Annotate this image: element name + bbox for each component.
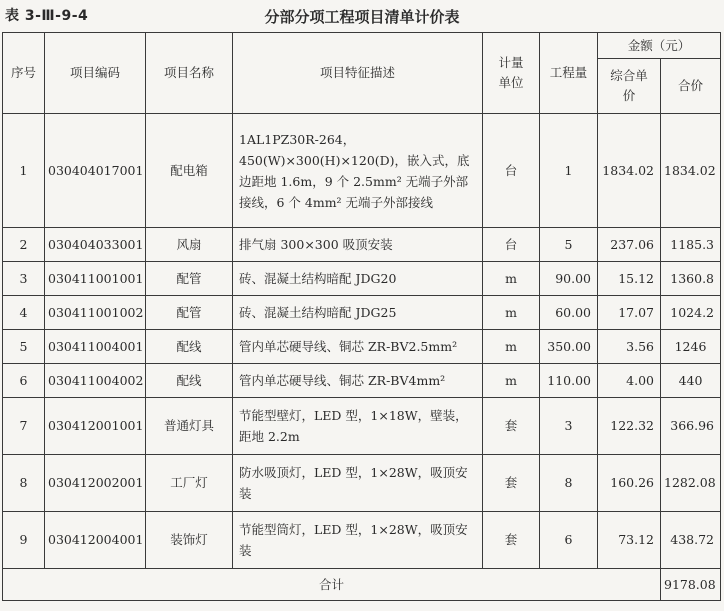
table-row (3, 455, 721, 512)
cell-total: 1360.8 (661, 262, 721, 296)
cell-seq: 2 (3, 228, 45, 262)
cell-unit: m (483, 364, 540, 398)
cell-unit-price: 73.12 (598, 512, 661, 569)
cell-unit-price: 122.32 (598, 398, 661, 455)
cell-unit: 套 (483, 512, 540, 569)
cell-name: 工厂灯 (146, 455, 233, 512)
total-amount: 9178.08 (661, 569, 721, 601)
cell-code: 030412002001 (45, 455, 146, 512)
cell-seq: 1 (3, 114, 45, 228)
cell-qty: 1 (540, 114, 598, 228)
cell-seq: 9 (3, 512, 45, 569)
cell-name: 普通灯具 (146, 398, 233, 455)
cell-desc: 防水吸顶灯，LED 型，1×28W，吸顶安装 (233, 455, 483, 512)
table-row (3, 364, 721, 398)
cell-unit-price: 237.06 (598, 228, 661, 262)
cell-total: 1185.3 (661, 228, 721, 262)
cell-unit: 套 (483, 398, 540, 455)
total-label: 合计 (3, 569, 661, 601)
col-header-code: 项目编码 (45, 33, 146, 114)
col-header-unit: 计量单位 (483, 33, 540, 114)
cell-unit-price: 17.07 (598, 296, 661, 330)
cell-total: 1024.2 (661, 296, 721, 330)
cell-unit-price: 1834.02 (598, 114, 661, 228)
table-row (3, 512, 721, 569)
table-row (3, 398, 721, 455)
cell-code: 030412001001 (45, 398, 146, 455)
cell-code: 030404017001 (45, 114, 146, 228)
col-header-amount: 金额（元） (598, 33, 721, 59)
cell-total: 440 (661, 364, 721, 398)
cell-qty: 90.00 (540, 262, 598, 296)
cell-name: 风扇 (146, 228, 233, 262)
cell-qty: 5 (540, 228, 598, 262)
col-header-unit-price: 综合单价 (598, 59, 661, 114)
col-header-desc: 项目特征描述 (233, 33, 483, 114)
table-row (3, 114, 721, 228)
cell-seq: 7 (3, 398, 45, 455)
table-title: 分部分项工程项目清单计价表 (264, 8, 460, 26)
table-header (0, 0, 724, 30)
cell-name: 配管 (146, 296, 233, 330)
cell-name: 配电箱 (146, 114, 233, 228)
cell-desc: 砖、混凝土结构暗配 JDG20 (233, 262, 483, 296)
cell-name: 配管 (146, 262, 233, 296)
cell-qty: 3 (540, 398, 598, 455)
table-row (3, 296, 721, 330)
cell-desc: 管内单芯硬导线、铜芯 ZR-BV2.5mm² (233, 330, 483, 364)
cell-unit-price: 3.56 (598, 330, 661, 364)
cell-unit: m (483, 330, 540, 364)
cell-code: 030411001002 (45, 296, 146, 330)
cell-total: 1834.02 (661, 114, 721, 228)
cell-desc: 管内单芯硬导线、铜芯 ZR-BV4mm² (233, 364, 483, 398)
cell-code: 030411004002 (45, 364, 146, 398)
cell-unit: 台 (483, 228, 540, 262)
cell-code: 030412004001 (45, 512, 146, 569)
table-number: 表 3-Ⅲ-9-4 (5, 8, 89, 24)
cell-seq: 8 (3, 455, 45, 512)
col-header-total: 合价 (661, 59, 721, 114)
cell-unit-price: 4.00 (598, 364, 661, 398)
cell-qty: 350.00 (540, 330, 598, 364)
cell-name: 装饰灯 (146, 512, 233, 569)
col-header-qty: 工程量 (540, 33, 598, 114)
cell-qty: 8 (540, 455, 598, 512)
cell-unit-price: 160.26 (598, 455, 661, 512)
cell-unit: m (483, 296, 540, 330)
cell-qty: 60.00 (540, 296, 598, 330)
col-header-seq: 序号 (3, 33, 45, 114)
cell-total: 1282.08 (661, 455, 721, 512)
cell-desc: 1AL1PZ30R-264，450(W)×300(H)×120(D)，嵌入式，底边距地 1.6m，9 个 2.5mm² 无端子外部接线，6 个 4mm² 无端子外部接线 (233, 114, 483, 228)
cell-desc: 砖、混凝土结构暗配 JDG25 (233, 296, 483, 330)
cell-unit: 套 (483, 455, 540, 512)
cell-unit: m (483, 262, 540, 296)
cell-desc: 节能型壁灯，LED 型，1×18W，壁装，距地 2.2m (233, 398, 483, 455)
cell-seq: 5 (3, 330, 45, 364)
cell-qty: 6 (540, 512, 598, 569)
cell-seq: 6 (3, 364, 45, 398)
cell-total: 1246 (661, 330, 721, 364)
cell-desc: 节能型筒灯，LED 型，1×28W，吸顶安装 (233, 512, 483, 569)
table-row (3, 228, 721, 262)
cell-qty: 110.00 (540, 364, 598, 398)
table-row (3, 330, 721, 364)
cell-name: 配线 (146, 330, 233, 364)
cell-code: 030411004001 (45, 330, 146, 364)
cell-code: 030404033001 (45, 228, 146, 262)
valuation-table (2, 32, 721, 601)
cell-desc: 排气扇 300×300 吸顶安装 (233, 228, 483, 262)
cell-code: 030411001001 (45, 262, 146, 296)
total-row (3, 569, 721, 601)
cell-unit-price: 15.12 (598, 262, 661, 296)
col-header-name: 项目名称 (146, 33, 233, 114)
cell-seq: 3 (3, 262, 45, 296)
cell-unit: 台 (483, 114, 540, 228)
cell-total: 366.96 (661, 398, 721, 455)
cell-name: 配线 (146, 364, 233, 398)
cell-total: 438.72 (661, 512, 721, 569)
table-row (3, 262, 721, 296)
cell-seq: 4 (3, 296, 45, 330)
